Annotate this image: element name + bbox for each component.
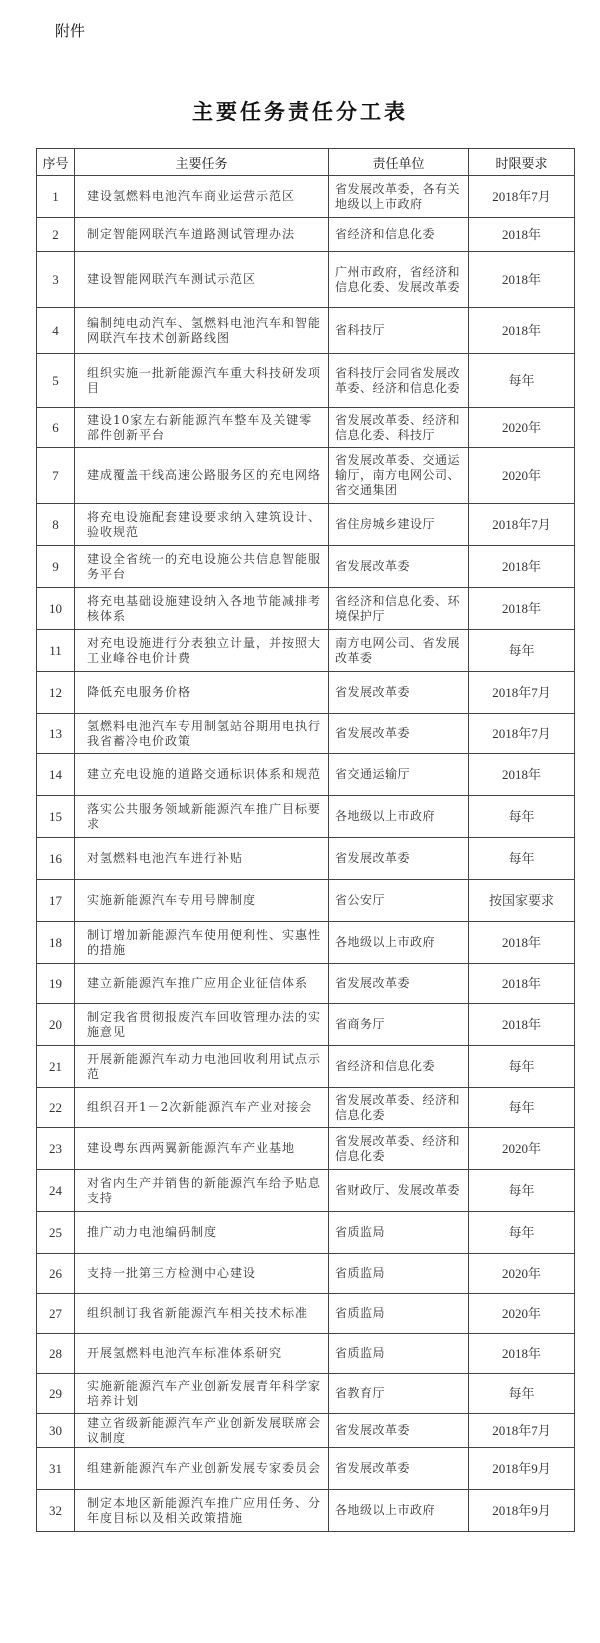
row-unit: 省科技厅会同省发展改革委、经济和信息化委 (329, 354, 469, 408)
row-task: 开展新能源汽车动力电池回收利用试点示范 (75, 1046, 329, 1088)
row-deadline: 按国家要求 (469, 880, 575, 922)
table-row (37, 1004, 575, 1046)
row-number: 16 (37, 838, 75, 880)
row-unit: 省交通运输厅 (329, 754, 469, 796)
table-row (37, 754, 575, 796)
row-deadline: 2020年 (469, 1254, 575, 1294)
table-row (37, 1448, 575, 1490)
row-unit: 省商务厅 (329, 1004, 469, 1046)
row-number: 15 (37, 796, 75, 838)
row-deadline: 2018年 (469, 1004, 575, 1046)
row-task: 组织制订我省新能源汽车相关技术标准 (75, 1294, 329, 1334)
table-row (37, 1170, 575, 1212)
table-row (37, 838, 575, 880)
table-row (37, 1294, 575, 1334)
table-body (37, 176, 575, 1532)
table-row (37, 588, 575, 630)
row-unit: 省财政厅、发展改革委 (329, 1170, 469, 1212)
row-deadline: 2018年 (469, 964, 575, 1004)
row-unit: 各地级以上市政府 (329, 922, 469, 964)
task-table (36, 148, 575, 1532)
row-number: 18 (37, 922, 75, 964)
header-task: 主要任务 (75, 149, 329, 176)
attachment-label: 附件 (55, 22, 86, 40)
table-header-row (37, 149, 575, 176)
table-row (37, 546, 575, 588)
row-deadline: 每年 (469, 630, 575, 672)
row-task: 实施新能源汽车专用号牌制度 (75, 880, 329, 922)
row-deadline: 每年 (469, 838, 575, 880)
row-number: 20 (37, 1004, 75, 1046)
row-unit: 省发展改革委 (329, 1448, 469, 1490)
row-unit: 省发展改革委、经济和信息化委 (329, 1128, 469, 1170)
table-row (37, 354, 575, 408)
row-unit: 省经济和信息化委、环境保护厅 (329, 588, 469, 630)
row-unit: 省科技厅 (329, 308, 469, 354)
row-unit: 各地级以上市政府 (329, 796, 469, 838)
row-task: 落实公共服务领域新能源汽车推广目标要求 (75, 796, 329, 838)
table-row (37, 1046, 575, 1088)
row-unit: 省质监局 (329, 1254, 469, 1294)
table-row (37, 1334, 575, 1374)
row-task: 建立充电设施的道路交通标识体系和规范 (75, 754, 329, 796)
table-row (37, 1128, 575, 1170)
row-unit: 省公安厅 (329, 880, 469, 922)
row-deadline: 2018年7月 (469, 1414, 575, 1448)
row-deadline: 2018年 (469, 1334, 575, 1374)
table-row (37, 448, 575, 504)
row-unit: 省发展改革委 (329, 714, 469, 754)
row-task: 制定智能网联汽车道路测试管理办法 (75, 218, 329, 252)
table-row (37, 714, 575, 754)
row-deadline: 2018年 (469, 218, 575, 252)
row-unit: 省经济和信息化委 (329, 218, 469, 252)
row-number: 26 (37, 1254, 75, 1294)
row-task: 制订增加新能源汽车使用便利性、实惠性的措施 (75, 922, 329, 964)
table-row (37, 308, 575, 354)
table-row (37, 1254, 575, 1294)
row-deadline: 每年 (469, 796, 575, 838)
row-unit: 省质监局 (329, 1212, 469, 1254)
row-number: 4 (37, 308, 75, 354)
table-row (37, 1212, 575, 1254)
row-unit: 省经济和信息化委 (329, 1046, 469, 1088)
row-unit: 省发展改革委，各有关地级以上市政府 (329, 176, 469, 218)
row-deadline: 每年 (469, 354, 575, 408)
row-task: 建立新能源汽车推广应用企业征信体系 (75, 964, 329, 1004)
row-unit: 各地级以上市政府 (329, 1490, 469, 1532)
row-number: 6 (37, 408, 75, 448)
row-unit: 省发展改革委 (329, 546, 469, 588)
row-unit: 省发展改革委 (329, 672, 469, 714)
row-number: 22 (37, 1088, 75, 1128)
row-deadline: 2018年 (469, 546, 575, 588)
row-number: 31 (37, 1448, 75, 1490)
row-deadline: 2018年7月 (469, 504, 575, 546)
row-number: 30 (37, 1414, 75, 1448)
row-deadline: 2018年 (469, 252, 575, 308)
row-deadline: 每年 (469, 1212, 575, 1254)
row-task: 降低充电服务价格 (75, 672, 329, 714)
row-deadline: 每年 (469, 1046, 575, 1088)
row-task: 组织召开1－2次新能源汽车产业对接会 (75, 1088, 329, 1128)
row-task: 实施新能源汽车产业创新发展青年科学家培养计划 (75, 1374, 329, 1414)
table-row (37, 880, 575, 922)
row-number: 2 (37, 218, 75, 252)
row-number: 17 (37, 880, 75, 922)
row-unit: 省发展改革委 (329, 1414, 469, 1448)
row-deadline: 2018年9月 (469, 1490, 575, 1532)
row-task: 组建新能源汽车产业创新发展专家委员会 (75, 1448, 329, 1490)
row-deadline: 2018年7月 (469, 714, 575, 754)
row-task: 开展氢燃料电池汽车标准体系研究 (75, 1334, 329, 1374)
header-unit: 责任单位 (329, 149, 469, 176)
row-task: 制定本地区新能源汽车推广应用任务、分年度目标以及相关政策措施 (75, 1490, 329, 1532)
row-deadline: 2020年 (469, 1128, 575, 1170)
row-task: 支持一批第三方检测中心建设 (75, 1254, 329, 1294)
row-task: 对充电设施进行分表独立计量，并按照大工业峰谷电价计费 (75, 630, 329, 672)
row-task: 将充电设施配套建设要求纳入建筑设计、验收规范 (75, 504, 329, 546)
row-deadline: 2020年 (469, 408, 575, 448)
row-number: 14 (37, 754, 75, 796)
row-task: 建成覆盖干线高速公路服务区的充电网络 (75, 448, 329, 504)
table-row (37, 504, 575, 546)
row-deadline: 2020年 (469, 1294, 575, 1334)
row-task: 对氢燃料电池汽车进行补贴 (75, 838, 329, 880)
row-unit: 广州市政府，省经济和信息化委、发展改革委 (329, 252, 469, 308)
row-number: 28 (37, 1334, 75, 1374)
row-number: 5 (37, 354, 75, 408)
row-task: 组织实施一批新能源汽车重大科技研发项目 (75, 354, 329, 408)
row-task: 建设智能网联汽车测试示范区 (75, 252, 329, 308)
row-number: 27 (37, 1294, 75, 1334)
table-row (37, 1490, 575, 1532)
table-row (37, 1414, 575, 1448)
row-number: 8 (37, 504, 75, 546)
row-deadline: 每年 (469, 1088, 575, 1128)
row-deadline: 2020年 (469, 448, 575, 504)
header-deadline: 时限要求 (469, 149, 575, 176)
row-deadline: 每年 (469, 1374, 575, 1414)
row-unit: 省教育厅 (329, 1374, 469, 1414)
row-task: 建立省级新能源汽车产业创新发展联席会议制度 (75, 1414, 329, 1448)
row-task: 建设全省统一的充电设施公共信息智能服务平台 (75, 546, 329, 588)
row-deadline: 2018年7月 (469, 176, 575, 218)
row-number: 9 (37, 546, 75, 588)
table-row (37, 1374, 575, 1414)
row-unit: 省质监局 (329, 1294, 469, 1334)
row-number: 29 (37, 1374, 75, 1414)
row-task: 建设粤东西两翼新能源汽车产业基地 (75, 1128, 329, 1170)
row-number: 23 (37, 1128, 75, 1170)
row-number: 10 (37, 588, 75, 630)
row-task: 制定我省贯彻报废汽车回收管理办法的实施意见 (75, 1004, 329, 1046)
table-row (37, 1088, 575, 1128)
row-number: 32 (37, 1490, 75, 1532)
row-unit: 省住房城乡建设厅 (329, 504, 469, 546)
row-unit: 省质监局 (329, 1334, 469, 1374)
row-task: 对省内生产并销售的新能源汽车给予贴息支持 (75, 1170, 329, 1212)
row-unit: 省发展改革委、经济和信息化委、科技厅 (329, 408, 469, 448)
row-unit: 省发展改革委 (329, 964, 469, 1004)
row-deadline: 每年 (469, 1170, 575, 1212)
table-row (37, 922, 575, 964)
row-number: 12 (37, 672, 75, 714)
row-number: 3 (37, 252, 75, 308)
row-deadline: 2018年7月 (469, 672, 575, 714)
row-number: 7 (37, 448, 75, 504)
row-task: 推广动力电池编码制度 (75, 1212, 329, 1254)
row-number: 11 (37, 630, 75, 672)
row-unit: 省发展改革委 (329, 838, 469, 880)
row-deadline: 2018年9月 (469, 1448, 575, 1490)
row-unit: 南方电网公司、省发展改革委 (329, 630, 469, 672)
row-task: 氢燃料电池汽车专用制氢站谷期用电执行我省蓄冷电价政策 (75, 714, 329, 754)
row-deadline: 2018年 (469, 922, 575, 964)
row-number: 21 (37, 1046, 75, 1088)
row-number: 1 (37, 176, 75, 218)
row-deadline: 2018年 (469, 588, 575, 630)
table-row (37, 796, 575, 838)
row-number: 19 (37, 964, 75, 1004)
row-task: 建设10家左右新能源汽车整车及关键零部件创新平台 (75, 408, 329, 448)
row-number: 25 (37, 1212, 75, 1254)
row-task: 将充电基础设施建设纳入各地节能减排考核体系 (75, 588, 329, 630)
table-row (37, 630, 575, 672)
row-unit: 省发展改革委、经济和信息化委 (329, 1088, 469, 1128)
row-unit: 省发展改革委、交通运输厅，南方电网公司、省交通集团 (329, 448, 469, 504)
table-row (37, 218, 575, 252)
table-row (37, 964, 575, 1004)
table-row (37, 176, 575, 218)
table-row (37, 672, 575, 714)
row-task: 建设氢燃料电池汽车商业运营示范区 (75, 176, 329, 218)
row-deadline: 2018年 (469, 754, 575, 796)
document-title: 主要任务责任分工表 (192, 99, 408, 124)
row-number: 24 (37, 1170, 75, 1212)
header-no: 序号 (37, 149, 75, 176)
row-task: 编制纯电动汽车、氢燃料电池汽车和智能网联汽车技术创新路线图 (75, 308, 329, 354)
table-row (37, 252, 575, 308)
row-number: 13 (37, 714, 75, 754)
table-row (37, 408, 575, 448)
row-deadline: 2018年 (469, 308, 575, 354)
